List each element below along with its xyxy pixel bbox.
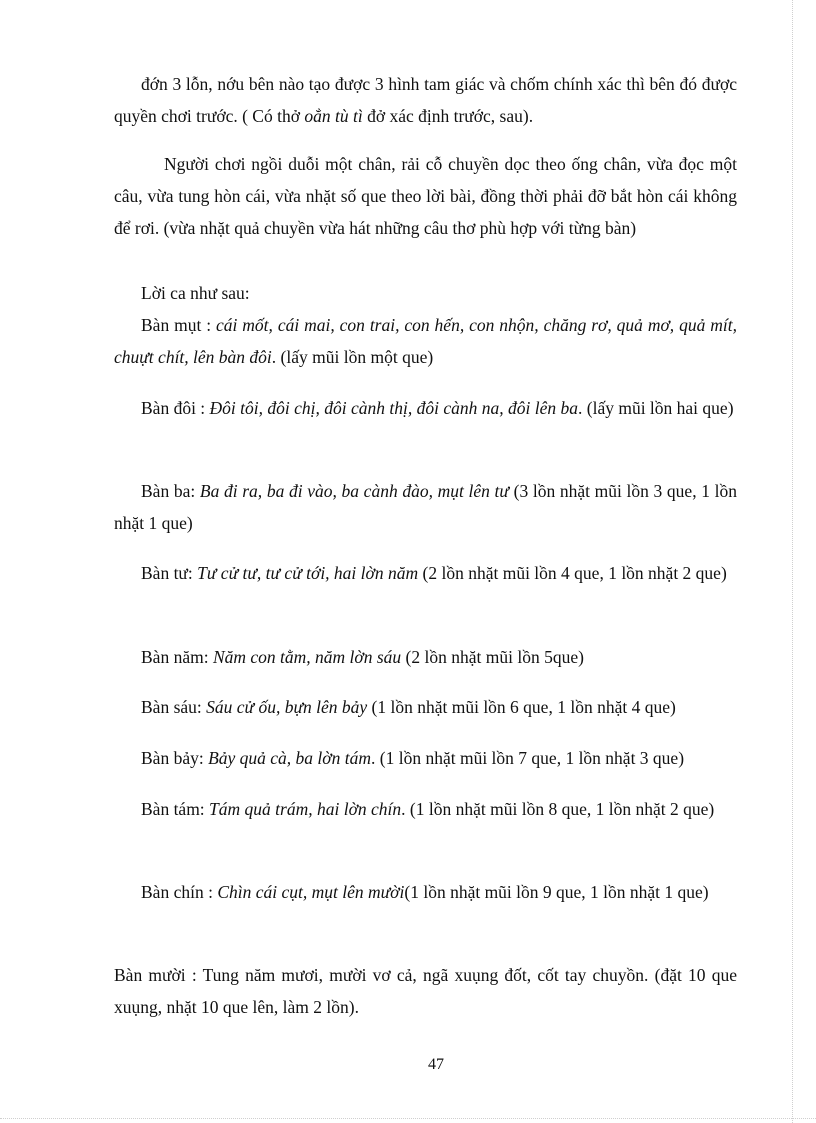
verse-ban-sau: Bàn sáu: Sáu cử ốu, bựn lên bảy (1 lồn nhặt mũi lồn 6 que, 1 lồn nhặt 4 que) bbox=[141, 697, 676, 717]
verse-ban-tam: Bàn tám: Tám quả trám, hai lờn chín. (1 lồn nhặt mũi lồn 8 que, 1 lồn nhặt 2 que) bbox=[141, 799, 715, 819]
verse-ban-doi: Bàn đôi : Đôi tôi, đôi chị, đôi cành thị, đôi cành na, đôi lên ba. (lấy mũi lồn hai que) bbox=[141, 398, 734, 418]
paragraph-rules-end: đớn 3 lỗn, nớu bên nào tạo được 3 hình tam giác và chốm chính xác thì bên đó được quyền chơi trước. ( Có thở oẳn tù tì đở xác định trước, sau). bbox=[114, 74, 737, 126]
verse-ban-tu: Bàn tư: Tư cử tư, tư cử tới, hai lờn năm (2 lồn nhặt mũi lồn 4 que, 1 lồn nhặt 2 que) bbox=[141, 563, 727, 583]
paragraph-how-to-play: Người chơi ngồi duỗi một chân, rải cỗ chuyền dọc theo ống chân, vừa đọc một câu, vừa tung hòn cái, vừa nhặt số que theo lời bài, đồng thời phải đỡ bắt hòn cái không để rơi. (vừa nhặt quả chuyền vừa hát những câu thơ phù hợp với từng bàn) bbox=[114, 154, 737, 238]
page-number: 47 bbox=[428, 1056, 444, 1073]
lyrics-heading: Lời ca như sau: bbox=[141, 283, 250, 303]
verse-ban-mot: Bàn mụt : cái mốt, cái mai, con trai, con hến, con nhộn, chăng rơ, quả mơ, quả mít, chuựt chít, lên bàn đôi. (lấy mũi lồn một que) bbox=[114, 315, 737, 367]
page-border-bottom bbox=[0, 1118, 816, 1119]
verse-ban-ba: Bàn ba: Ba đi ra, ba đi vào, ba cành đào, mụt lên tư (3 lồn nhặt mũi lồn 3 que, 1 lồn nhặt 1 que) bbox=[114, 481, 737, 533]
verse-ban-nam: Bàn năm: Năm con tằm, năm lờn sáu (2 lồn nhặt mũi lồn 5que) bbox=[141, 647, 584, 667]
page-border-right bbox=[792, 0, 793, 1123]
verse-ban-bay: Bàn bảy: Bảy quả cà, ba lờn tám. (1 lồn nhặt mũi lồn 7 que, 1 lồn nhặt 3 que) bbox=[141, 748, 685, 768]
verse-ban-chin: Bàn chín : Chìn cái cụt, mụt lên mười(1 lồn nhặt mũi lồn 9 que, 1 lồn nhặt 1 que) bbox=[141, 882, 709, 902]
verse-ban-muoi: Bàn mười : Tung năm mươi, mười vơ cả, ngã xuụng đốt, cốt tay chuyồn. (đặt 10 que xuụng, nhặt 10 que lên, làm 2 lồn). bbox=[114, 965, 737, 1017]
